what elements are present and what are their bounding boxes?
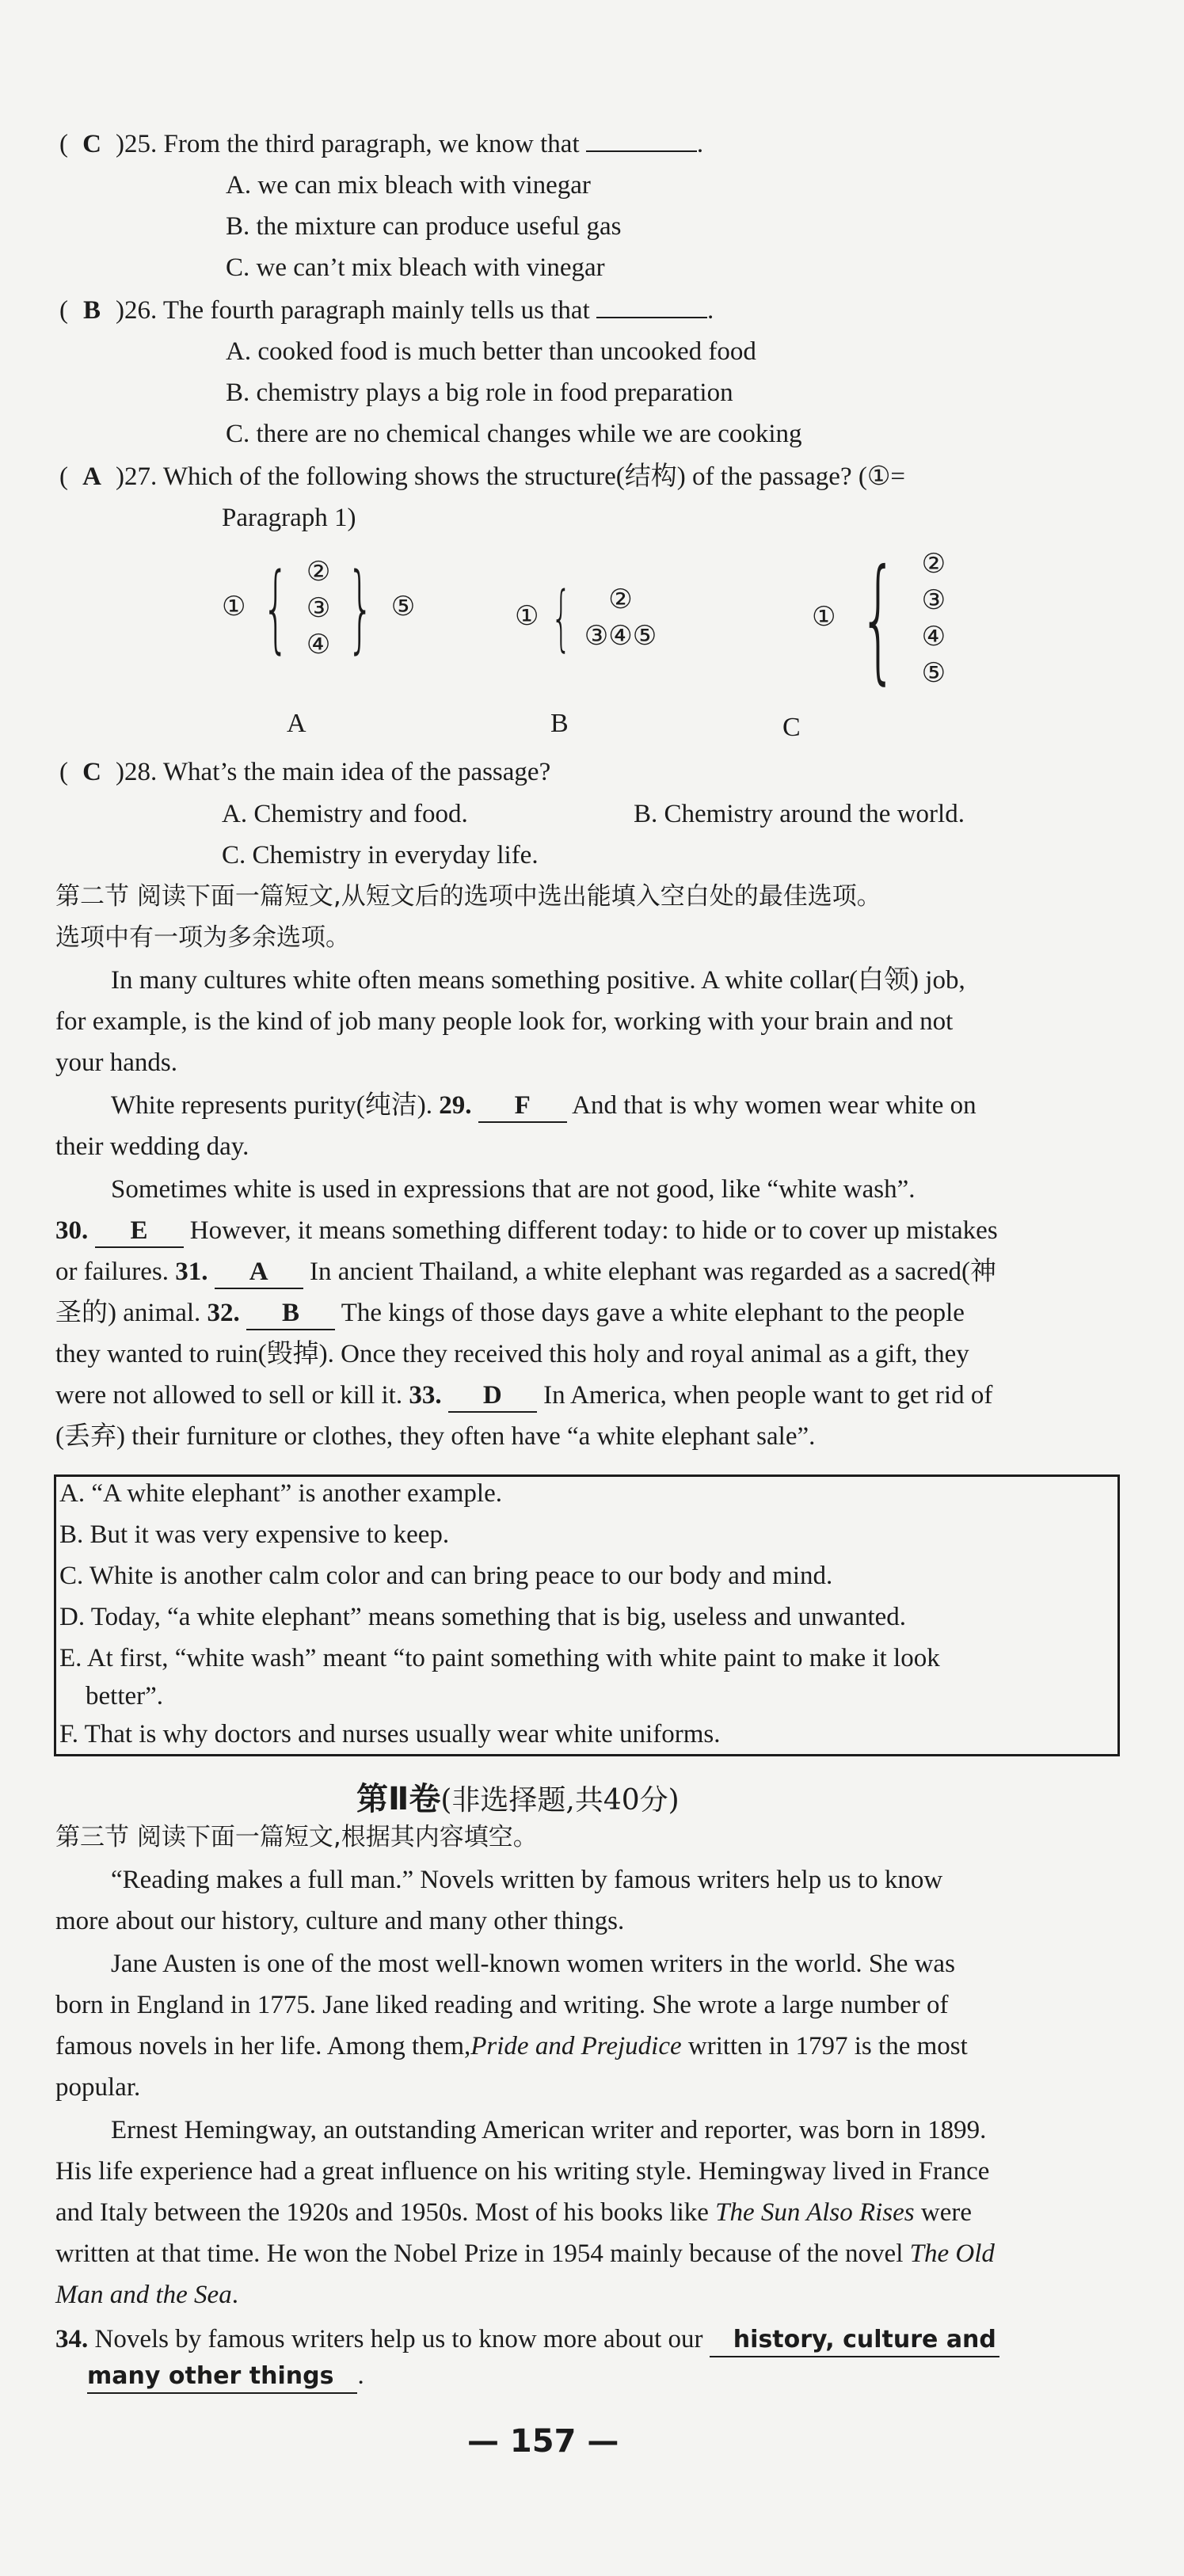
s3-book-title-sun: The Sun Also Rises [715, 2198, 915, 2227]
s2-p3-line3 [55, 1256, 996, 1289]
s2-p2-line2: their wedding day. [55, 1132, 249, 1161]
blank-33-answer: D [448, 1379, 537, 1413]
blank-32-number: 32. [207, 1299, 240, 1327]
structure-c-brace: { [859, 541, 898, 698]
structure-c-mid-3: ④ [921, 622, 946, 652]
q26-blank [596, 293, 707, 318]
q25-stem-line: ( C )25. From the third paragraph, we know that . [59, 127, 703, 160]
s2-p3-line5: they wanted to ruin(毁掉). Once they received this holy and royal animal as a gift, they [55, 1340, 969, 1368]
q27-answer: A [82, 462, 101, 491]
blank-33-number: 33. [409, 1381, 442, 1410]
s3-book-title-old-1: The Old [909, 2239, 995, 2268]
q25-option-c: C. we can’t mix bleach with vinegar [226, 253, 605, 282]
s2-p3-line6-text-b: In America, when people want to get rid of [543, 1381, 993, 1410]
structure-b-brace: { [551, 576, 573, 660]
s3-p3-line5 [55, 2279, 238, 2311]
blank-31-number: 31. [175, 1258, 208, 1286]
q34-answer-2-wrap [87, 2360, 357, 2394]
s2-p3-line2-text: However, it means something different today: to hide or to cover up mistakes [189, 1216, 998, 1245]
structure-a-left: ① [222, 592, 246, 622]
structure-a [222, 554, 415, 664]
q28-stem-line: ( C )28. What’s the main idea of the passage? [59, 758, 551, 786]
s2-p3-line4-text-a: 圣的) animal. [55, 1299, 201, 1327]
s2-p2-text-b: And that is why women wear white on [572, 1091, 977, 1120]
section2-title-1: 第二节 阅读下面一篇短文,从短文后的选项中选出能填入空白处的最佳选项。 [55, 882, 881, 911]
q28-option-c: C. Chemistry in everyday life. [222, 841, 539, 869]
q34-answer-1-wrap [710, 2323, 999, 2357]
structure-a-mid-3: ④ [306, 630, 331, 660]
s3-p2-line3-text-a: famous novels in her life. Among them, [55, 2032, 471, 2060]
blank-29-answer: F [478, 1090, 567, 1123]
s3-p3-line3 [55, 2197, 972, 2228]
q28-option-b: B. Chemistry around the world. [634, 800, 965, 828]
s3-p3-line5-end: . [231, 2281, 238, 2309]
s2-p1-line1: In many cultures white often means something positive. A white collar(白领) job, [111, 966, 965, 995]
s3-p1-line1: “Reading makes a full man.” Novels written by famous writers help us to know [111, 1866, 943, 1894]
section3-title: 第三节 阅读下面一篇短文,根据其内容填空。 [55, 1823, 538, 1851]
q28-answer: C [82, 758, 101, 786]
s2-p3-line6-text-a: were not allowed to sell or kill it. [55, 1381, 403, 1410]
box-option-f: F. That is why doctors and nurses usually wear white uniforms. [59, 1720, 721, 1748]
s2-p3-line4-text-b: The kings of those days gave a white elephant to the people [341, 1299, 965, 1327]
s2-p1-line2: for example, is the kind of job many people look for, working with your brain and not [55, 1007, 954, 1036]
structure-c-mid-4: ⑤ [921, 659, 946, 688]
s3-p3-line3-text-a: and Italy between the 1920s and 1950s. Most of his books like [55, 2198, 709, 2227]
s2-p3-line3-text-a: or failures. [55, 1258, 169, 1286]
q26-option-c: C. there are no chemical changes while we are cooking [226, 420, 802, 448]
s3-p2-line1: Jane Austen is one of the most well-known women writers in the world. She was [111, 1950, 955, 1978]
structure-c-left: ① [812, 602, 836, 632]
q26-option-b: B. chemistry plays a big role in food preparation [226, 379, 733, 407]
q26-end: . [707, 296, 714, 325]
s3-p2-line3-text-b: written in 1797 is the most [687, 2032, 968, 2060]
q34-answer-1: history, culture and [733, 2326, 996, 2353]
s2-p3-line4 [55, 1297, 965, 1330]
structure-a-mid [306, 554, 330, 664]
structure-a-left-brace: { [262, 554, 290, 664]
structure-c-mid-1: ② [921, 550, 946, 579]
s3-p3-line1: Ernest Hemingway, an outstanding American writer and reporter, was born in 1899. [111, 2116, 987, 2144]
part2-title-main: 第Ⅱ卷 [356, 1781, 441, 1817]
q34-line2 [87, 2360, 364, 2394]
structure-c-mid-2: ③ [921, 586, 946, 615]
q26-option-a: A. cooked food is much better than uncooked food [226, 337, 756, 366]
s2-p3-line6 [55, 1379, 992, 1413]
s2-p2-line1 [111, 1090, 977, 1123]
page-number: — 157 — [467, 2423, 619, 2460]
q26-answer: B [82, 296, 101, 325]
q25-end: . [696, 130, 704, 158]
s3-book-title-pride: Pride and Prejudice [470, 2032, 682, 2060]
blank-30-answer: E [95, 1215, 184, 1248]
s3-p3-line4 [55, 2238, 995, 2270]
q34-stem: Novels by famous writers help us to know more about our [94, 2325, 703, 2353]
q28-option-a: A. Chemistry and food. [222, 800, 468, 828]
structure-a-right-brace: } [347, 554, 375, 664]
part2-title [356, 1774, 680, 1819]
box-option-b: B. But it was very expensive to keep. [59, 1520, 450, 1549]
structure-a-mid-1: ② [306, 557, 331, 587]
box-option-e: E. At first, “white wash” meant “to paint something with white paint to make it look [59, 1644, 940, 1672]
s3-p2-line2: born in England in 1775. Jane liked reading and writing. She wrote a large number of [55, 1991, 949, 2019]
box-option-c: C. White is another calm color and can bring peace to our body and mind. [59, 1562, 833, 1590]
s3-book-title-old-2: Man and the Sea [55, 2281, 232, 2309]
s3-p3-line3-text-b: were [920, 2198, 972, 2227]
blank-30-number: 30. [55, 1216, 89, 1245]
box-option-a: A. “A white elephant” is another example. [59, 1479, 502, 1508]
structure-b-mid-2: ③④⑤ [584, 622, 657, 651]
q25-option-b: B. the mixture can produce useful gas [226, 212, 622, 241]
q27-stem-2: Paragraph 1) [222, 504, 356, 532]
s2-p2-text-a: White represents purity(纯洁). [111, 1091, 432, 1120]
q28-stem: 28. What’s the main idea of the passage? [124, 758, 551, 786]
s3-p3-line2: His life experience had a great influence on his writing style. Hemingway lived in France [55, 2157, 990, 2186]
structure-a-label: A [287, 709, 306, 738]
q25-answer: C [82, 130, 101, 158]
structure-b-mid [584, 582, 657, 655]
q25-blank [586, 127, 697, 152]
blank-29-number: 29. [439, 1091, 472, 1120]
s3-p3-line4-text: written at that time. He won the Nobel Prize in 1954 mainly because of the novel [55, 2239, 904, 2268]
structure-b-left: ① [515, 601, 539, 631]
q34-number: 34. [55, 2325, 89, 2353]
q25-option-a: A. we can mix bleach with vinegar [226, 171, 591, 200]
s3-p1-line2: more about our history, culture and many other things. [55, 1907, 625, 1935]
s2-p3-line1: Sometimes white is used in expressions that are not good, like “white wash”. [111, 1175, 916, 1204]
s3-p2-line4: popular. [55, 2073, 141, 2102]
blank-31-answer: A [215, 1256, 303, 1289]
box-option-d: D. Today, “a white elephant” means something that is big, useless and unwanted. [59, 1603, 907, 1631]
q26-stem-line: ( B )26. The fourth paragraph mainly tells us that . [59, 293, 714, 326]
q34-line1 [55, 2323, 999, 2357]
structure-b-mid-1: ② [608, 585, 633, 615]
s2-p3-line3-text-b: In ancient Thailand, a white elephant was regarded as a sacred(神 [309, 1258, 997, 1286]
structure-b [515, 576, 657, 660]
s3-p2-line3 [55, 2030, 968, 2062]
q27-stem: 27. Which of the following shows the structure(结构) of the passage? (①= [124, 462, 906, 491]
structure-c-mid [922, 546, 946, 692]
structure-c [812, 541, 946, 698]
s2-p3-line2 [55, 1215, 998, 1248]
q34-answer-2: many other things [87, 2362, 334, 2390]
structure-b-label: B [550, 709, 569, 738]
q34-end: . [357, 2361, 364, 2390]
part2-title-rest: (非选择题,共40分) [440, 1784, 680, 1817]
s2-p1-line3: your hands. [55, 1048, 177, 1077]
structure-c-label: C [782, 713, 801, 742]
s2-p3-line7: (丢弃) their furniture or clothes, they often have “a white elephant sale”. [55, 1422, 816, 1451]
q26-stem: 26. The fourth paragraph mainly tells us that [124, 296, 590, 325]
q27-stem-line: ( A )27. Which of the following shows the structure(结构) of the passage? (①= [59, 462, 906, 491]
blank-32-answer: B [246, 1297, 335, 1330]
section2-title-2: 选项中有一项为多余选项。 [55, 923, 350, 952]
structure-a-mid-2: ③ [306, 594, 331, 623]
q25-stem: 25. From the third paragraph, we know that [124, 130, 580, 158]
structure-a-right: ⑤ [390, 592, 416, 622]
box-option-e-cont: better”. [59, 1682, 164, 1710]
